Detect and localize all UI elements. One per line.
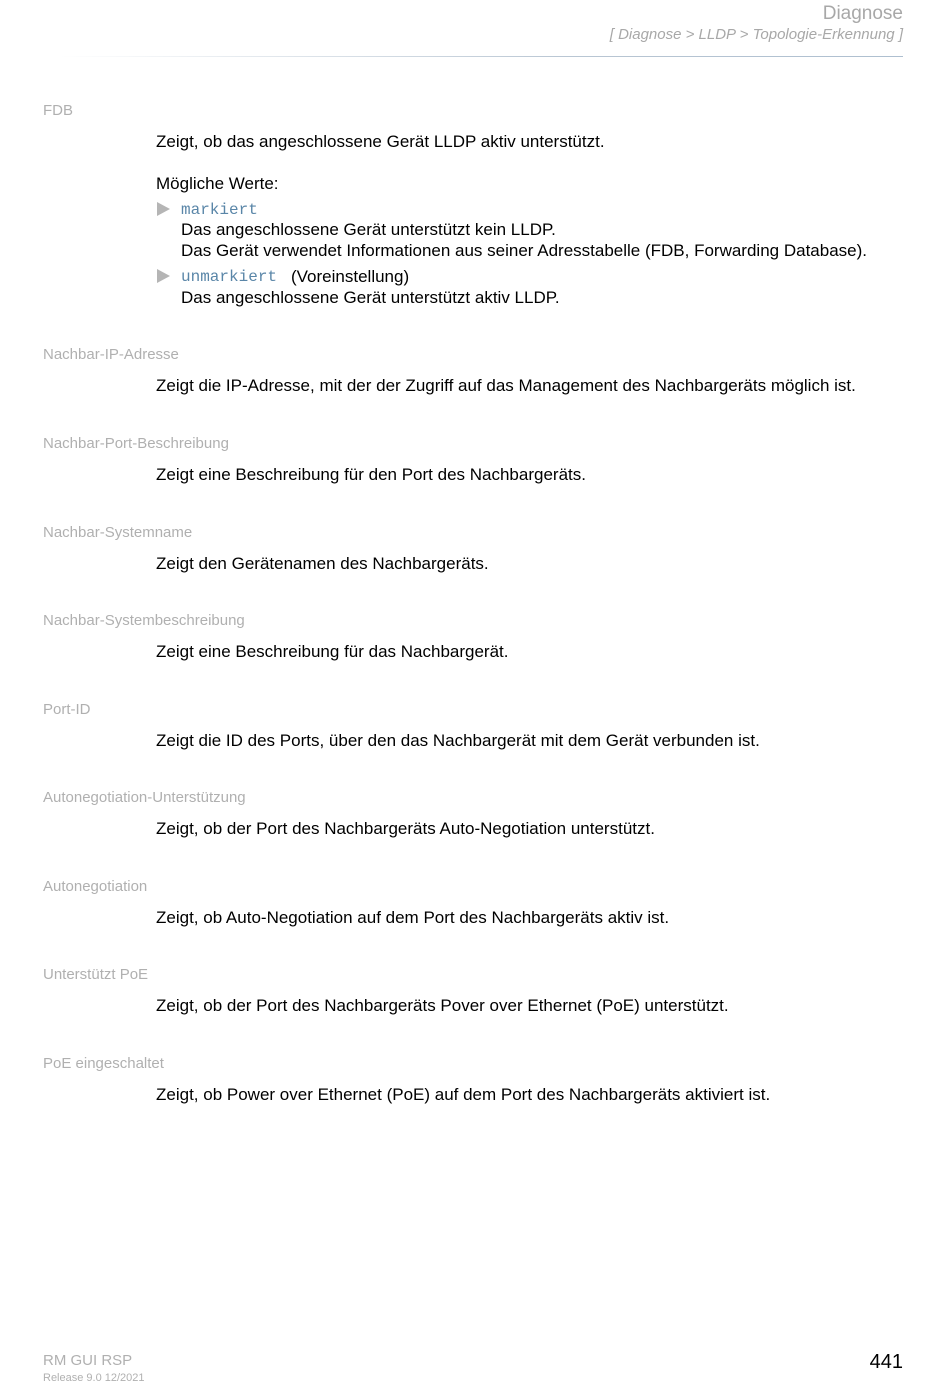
section-description-autoneg-support: Zeigt, ob der Port des Nachbargeräts Auto-Negotiation unterstützt. [156,819,655,838]
option-description-line: Das angeschlossene Gerät unterstützt aktiv LLDP. [181,288,560,307]
section-description-neighbor-port-description: Zeigt eine Beschreibung für den Port des Nachbargeräts. [156,465,586,484]
page-chapter-title: Diagnose [822,3,903,24]
possible-values-heading: Mögliche Werte: [156,174,279,193]
bullet-arrow-icon [157,202,170,216]
section-label-fdb: FDB [43,102,73,119]
section-description-port-id: Zeigt die ID des Ports, über den das Nachbargerät mit dem Gerät verbunden ist. [156,731,760,750]
section-label-neighbor-system-description: Nachbar-Systembeschreibung [43,612,245,629]
header-divider [60,56,903,57]
section-description-autoneg: Zeigt, ob Auto-Negotiation auf dem Port des Nachbargeräts aktiv ist. [156,908,670,927]
option-default-note: (Voreinstellung) [291,267,410,286]
option-description-line: Das Gerät verwendet Informationen aus seiner Adresstabelle (FDB, Forwarding Database). [181,241,867,260]
section-label-autoneg: Autonegotiation [43,878,148,895]
section-description-neighbor-ip: Zeigt die IP-Adresse, mit der der Zugriff auf das Management des Nachbargeräts möglich ist. [156,376,856,395]
section-description-neighbor-system-description: Zeigt eine Beschreibung für das Nachbargerät. [156,642,509,661]
option-description-line: Das angeschlossene Gerät unterstützt kein LLDP. [181,220,556,239]
section-description-fdb: Zeigt, ob das angeschlossene Gerät LLDP aktiv unterstützt. [156,132,605,151]
section-label-poe-supported: Unterstützt PoE [43,966,149,983]
section-label-port-id: Port-ID [43,701,91,718]
section-label-neighbor-system-name: Nachbar-Systemname [43,524,193,541]
section-label-neighbor-port-description: Nachbar-Port-Beschreibung [43,435,229,452]
section-label-autoneg-support: Autonegotiation-Unterstützung [43,789,246,806]
option-value-markiert: markiert [181,201,258,219]
section-description-poe-supported: Zeigt, ob der Port des Nachbargeräts Pover over Ethernet (PoE) unterstützt. [156,996,729,1015]
footer-release: Release 9.0 12/2021 [43,1372,145,1384]
page-number: 441 [869,1351,903,1373]
section-description-poe-enabled: Zeigt, ob Power over Ethernet (PoE) auf dem Port des Nachbargeräts aktiviert ist. [156,1085,771,1104]
bullet-arrow-icon [157,269,170,283]
section-label-poe-enabled: PoE eingeschaltet [43,1055,164,1072]
option-value-unmarkiert: unmarkiert [181,268,278,286]
section-label-neighbor-ip: Nachbar-IP-Adresse [43,346,179,363]
section-description-neighbor-system-name: Zeigt den Gerätenamen des Nachbargeräts. [156,554,489,573]
breadcrumb: [ Diagnose > LLDP > Topologie-Erkennung ] [609,26,903,43]
footer-document-name: RM GUI RSP [43,1352,133,1369]
